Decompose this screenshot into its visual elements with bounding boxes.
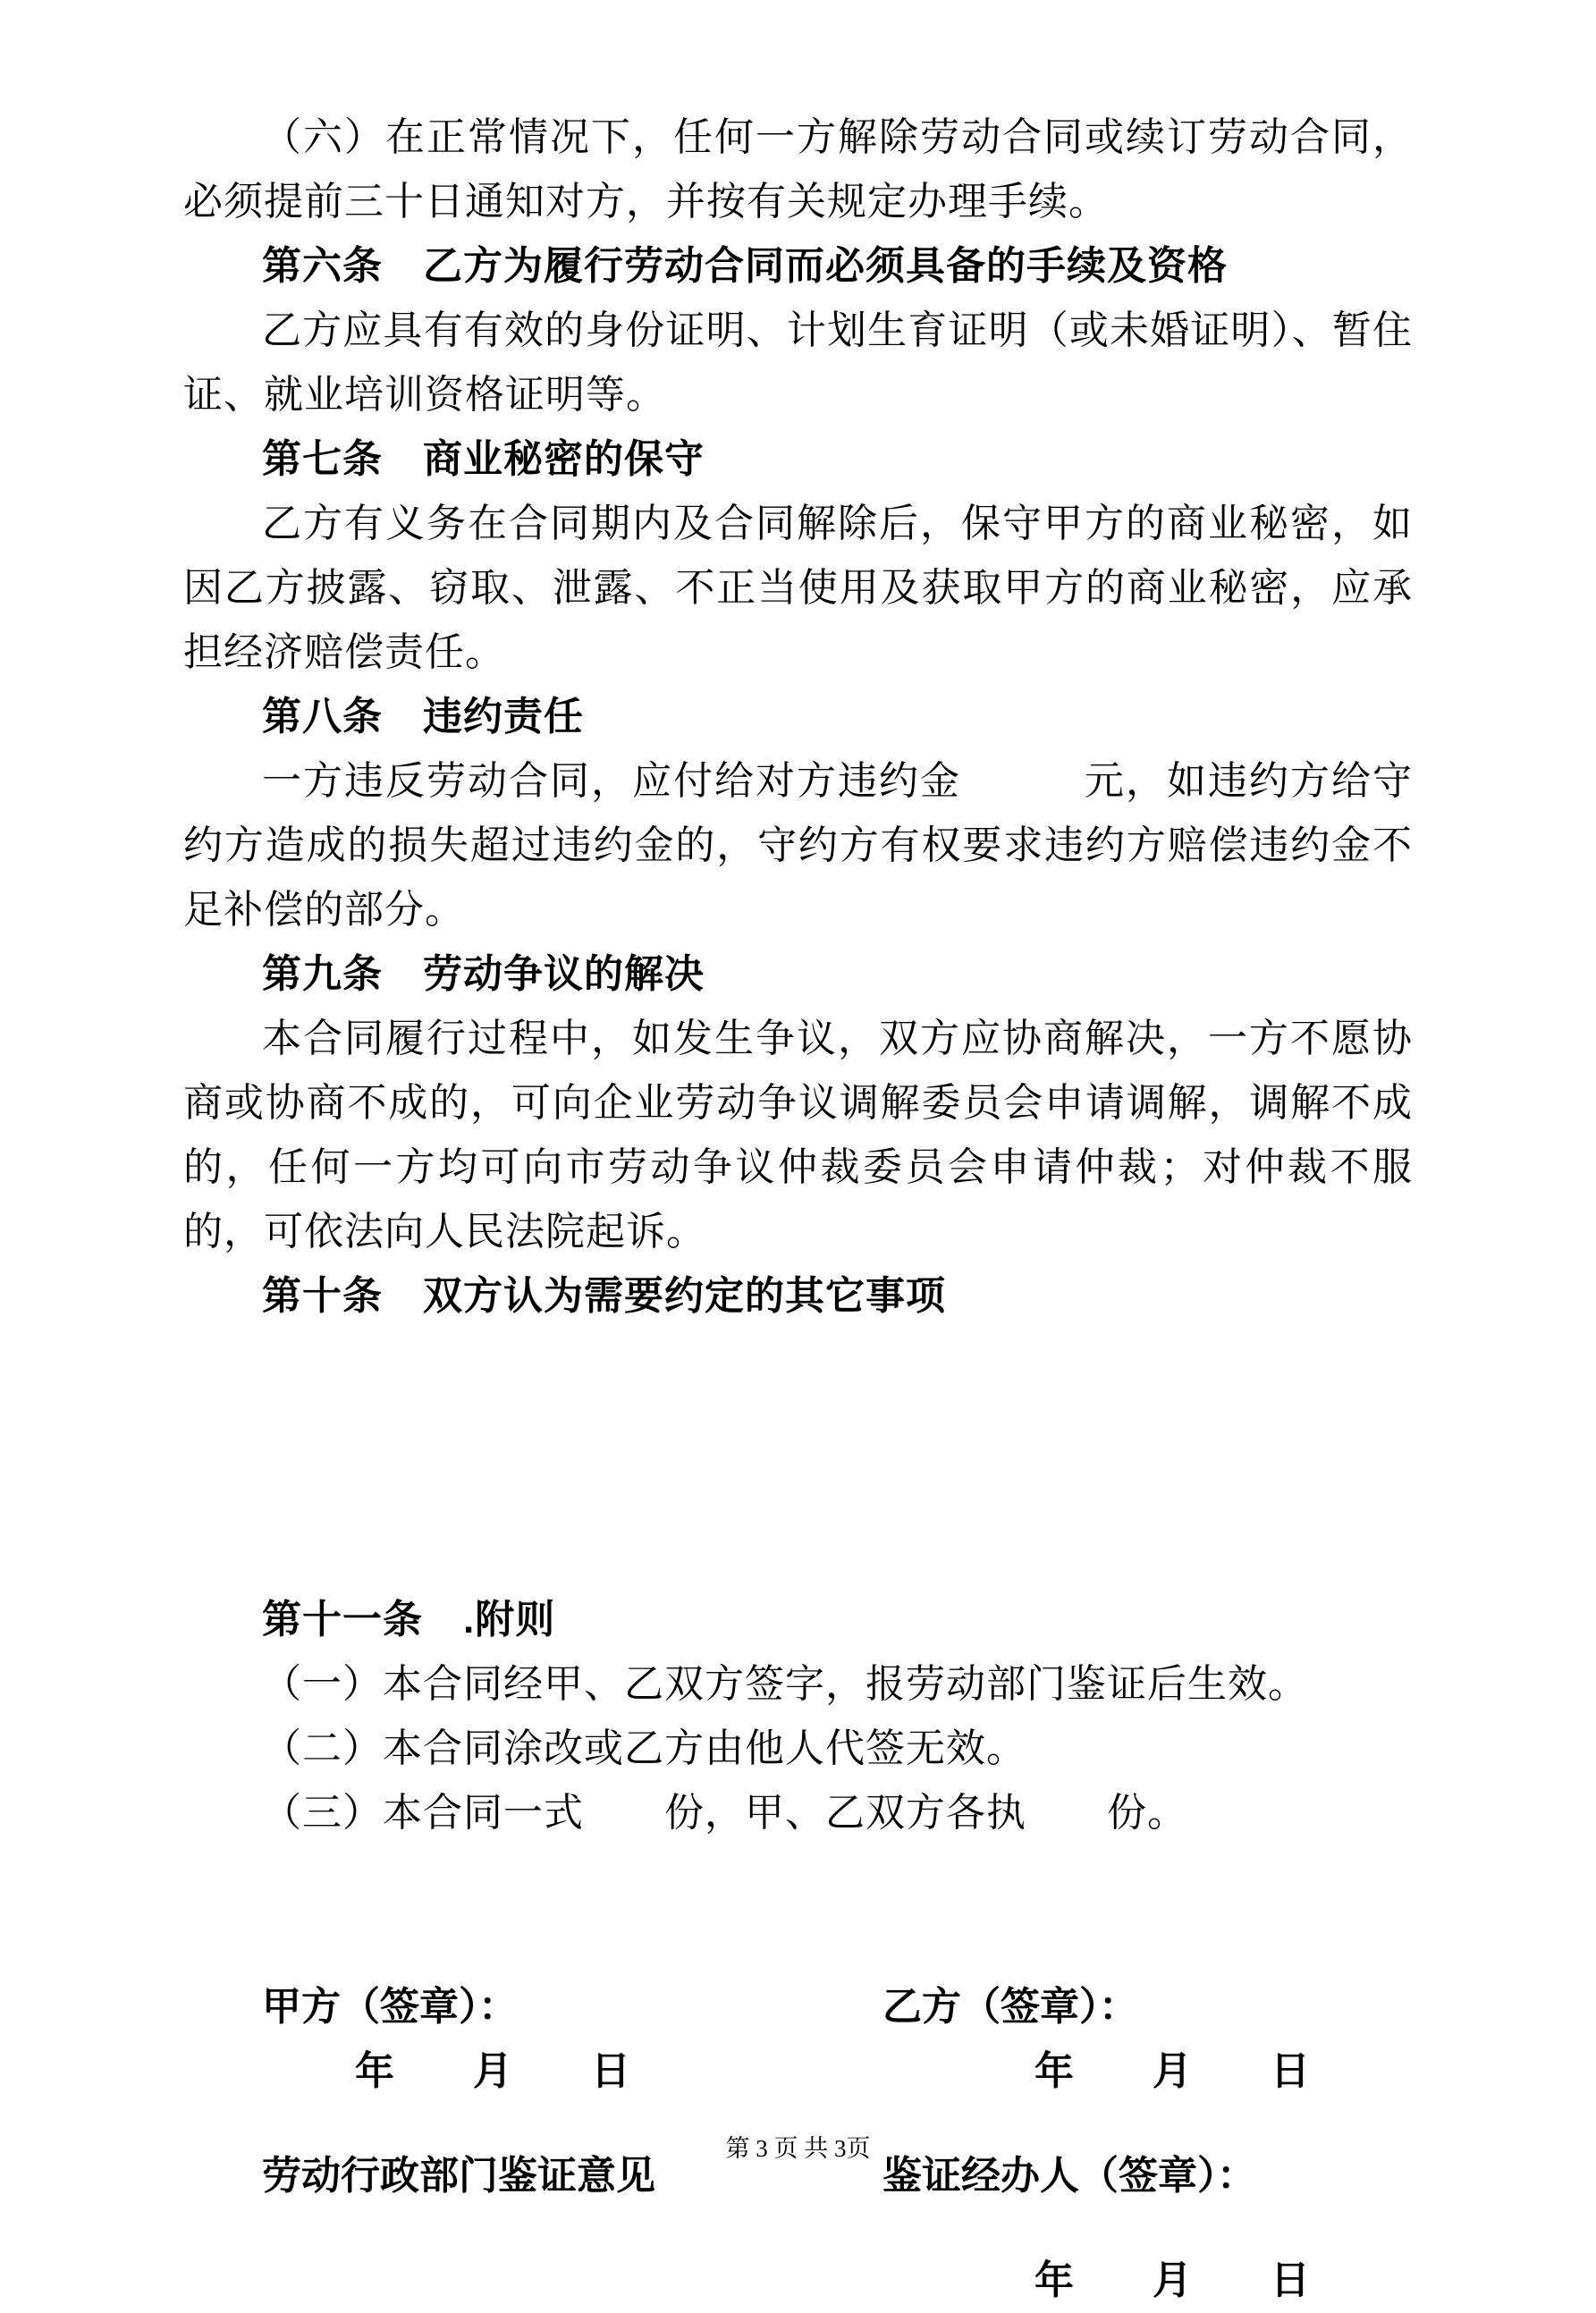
signature-dates-row [183, 2039, 1413, 2104]
article-8-body: 一方违反劳动合同，应付给对方违约金 元，如违约方给守约方造成的损失超过违约金的，守约方有权要求违约方赔偿违约金不足补偿的部分。 [183, 759, 1413, 932]
article-6-body: 乙方应具有有效的身份证明、计划生育证明（或未婚证明）、暂住证、就业培训资格证明等。 [183, 308, 1413, 417]
article-9-heading: 第九条 劳动争议的解决 [262, 952, 705, 996]
article-11-item-3: （三）本合同一式 份，甲、乙双方各执 份。 [262, 1791, 1187, 1835]
party-a-date-line: 年 月 日 [355, 2049, 630, 2093]
clause-5-item-6: （六）在正常情况下，任何一方解除劳动合同或续订劳动合同，必须提前三十日通知对方，并按有关规定办理手续。 [183, 115, 1413, 224]
article-9-body: 本合同履行过程中，如发生争议，双方应协商解决，一方不愿协商或协商不成的，可向企业劳动争议调解委员会申请调解，调解不成的，任何一方均可向市劳动争议仲裁委员会申请仲裁；对仲裁不服的，可依法向人民法院起诉。 [183, 1017, 1413, 1254]
notary-date-line: 年 月 日 [1034, 2258, 1310, 2302]
notary-date-row [183, 2249, 1413, 2313]
article-11-item-1: （一）本合同经甲、乙双方签字，报劳动部门鉴证后生效。 [262, 1662, 1308, 1706]
notary-signature-label: 鉴证经办人（签章）： [882, 2154, 1256, 2198]
signature-labels-row [183, 1975, 1413, 2039]
article-8-heading: 第八条 违约责任 [262, 695, 584, 739]
party-b-signature-label: 乙方（签章）： [882, 1985, 1138, 2029]
article-7-heading: 第七条 商业秘密的保守 [262, 437, 705, 481]
labor-bureau-opinion-label: 劳动行政部门鉴证意见 [262, 2154, 655, 2198]
article-11-heading: 第十一条 .附则 [262, 1598, 556, 1642]
page-number-footer: 第 3 页 共 3页 [725, 2135, 871, 2162]
contract-body [183, 106, 1413, 2313]
article-7-body: 乙方有义务在合同期内及合同解除后，保守甲方的商业秘密，如因乙方披露、窃取、泄露、不正当使用及获取甲方的商业秘密，应承担经济赔偿责任。 [183, 502, 1413, 674]
party-b-date-line: 年 月 日 [1034, 2049, 1310, 2093]
article-6-heading: 第六条 乙方为履行劳动合同而必须具备的手续及资格 [262, 244, 1228, 288]
article-11-item-2: （二）本合同涂改或乙方由他人代签无效。 [262, 1726, 1026, 1770]
party-a-signature-label: 甲方（签章）： [262, 1985, 518, 2029]
article-10-heading: 第十条 双方认为需要约定的其它事项 [262, 1274, 946, 1318]
